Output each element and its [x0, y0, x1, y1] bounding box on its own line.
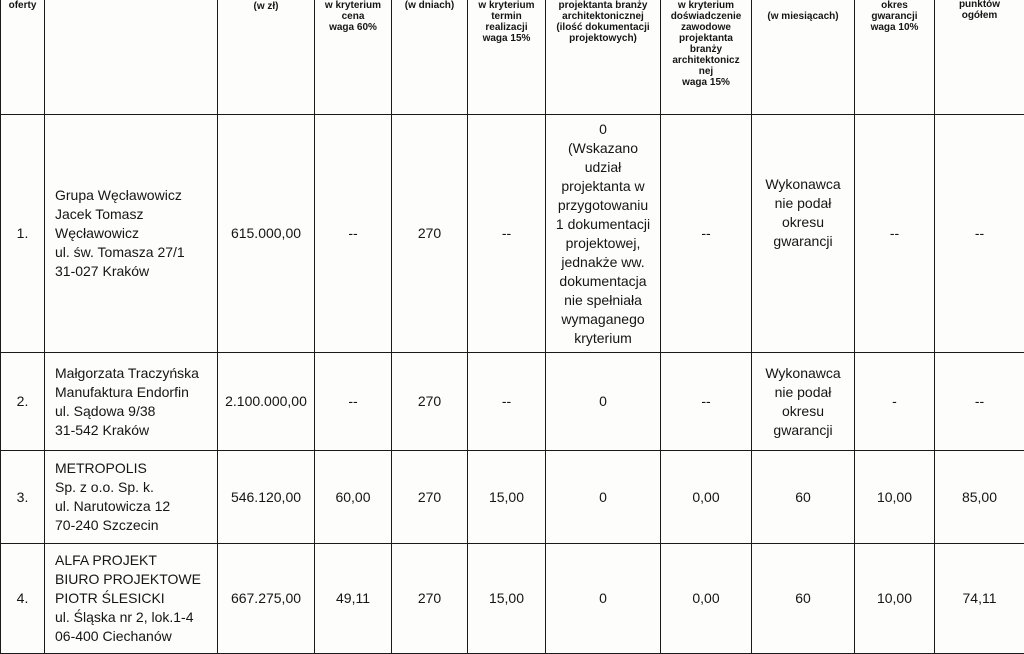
term-cell: 270 — [392, 451, 468, 544]
term-points-cell: -- — [468, 115, 546, 353]
warranty-points-cell: 10,00 — [855, 544, 935, 654]
warranty-points-cell: 10,00 — [855, 451, 935, 544]
table-row — [1, 115, 1024, 353]
term-points-cell: 15,00 — [468, 451, 546, 544]
warranty-cell: 60 — [752, 544, 855, 654]
term-cell: 270 — [392, 353, 468, 451]
header-price: (w zł) — [218, 0, 315, 115]
table-row — [1, 451, 1024, 544]
offer-number: 4. — [1, 544, 45, 654]
experience-points-cell: -- — [661, 115, 752, 353]
header-total-points: punktów ogółem — [935, 0, 1024, 115]
experience-cell: 0 — [546, 353, 661, 451]
table-row — [1, 544, 1024, 654]
experience-cell: 0 — [546, 451, 661, 544]
warranty-points-cell: -- — [855, 115, 935, 353]
experience-points-cell: -- — [661, 353, 752, 451]
price-cell: 615.000,00 — [218, 115, 315, 353]
term-cell: 270 — [392, 115, 468, 353]
total-points-cell: 85,00 — [935, 451, 1024, 544]
price-points-cell: -- — [315, 115, 392, 353]
header-term: (w dniach) — [392, 0, 468, 115]
header-experience: projektanta branży architektonicznej (ilość dokumentacji projektowych) — [546, 0, 661, 115]
experience-points-cell: 0,00 — [661, 451, 752, 544]
price-cell: 546.120,00 — [218, 451, 315, 544]
experience-points-cell: 0,00 — [661, 544, 752, 654]
price-points-cell: 60,00 — [315, 451, 392, 544]
contractor-cell: METROPOLIS Sp. z o.o. Sp. k. ul. Narutowicza 12 70-240 Szczecin — [45, 451, 218, 544]
warranty-cell: Wykonawca nie podał okresu gwarancji — [752, 353, 855, 451]
header-warranty: (w miesiącach) — [752, 0, 855, 115]
offer-number: 3. — [1, 451, 45, 544]
contractor-cell: Grupa Węcławowicz Jacek Tomasz Węcławowicz ul. św. Tomasza 27/1 31-027 Kraków — [45, 115, 218, 353]
header-warranty-points: okres gwarancji waga 10% — [855, 0, 935, 115]
warranty-cell: Wykonawca nie podał okresu gwarancji — [752, 115, 855, 353]
term-cell: 270 — [392, 544, 468, 654]
price-points-cell: 49,11 — [315, 544, 392, 654]
warranty-points-cell: - — [855, 353, 935, 451]
offer-number: 2. — [1, 353, 45, 451]
header-offer-no: oferty — [1, 0, 45, 115]
price-points-cell: -- — [315, 353, 392, 451]
term-points-cell: -- — [468, 353, 546, 451]
total-points-cell: -- — [935, 353, 1024, 451]
offer-number: 1. — [1, 115, 45, 353]
header-row — [1, 0, 1024, 115]
price-cell: 2.100.000,00 — [218, 353, 315, 451]
price-cell: 667.275,00 — [218, 544, 315, 654]
contractor-cell: Małgorzata Traczyńska Manufaktura Endorfin ul. Sądowa 9/38 31-542 Kraków — [45, 353, 218, 451]
experience-cell: 0 (Wskazano udział projektanta w przygotowaniu 1 dokumentacji projektowej, jednakże ww. dokumentacja nie spełniała wymaganego kryterium — [546, 115, 661, 353]
experience-cell: 0 — [546, 544, 661, 654]
total-points-cell: 74,11 — [935, 544, 1024, 654]
total-points-cell: -- — [935, 115, 1024, 353]
term-points-cell: 15,00 — [468, 544, 546, 654]
warranty-cell: 60 — [752, 451, 855, 544]
header-experience-points: w kryterium doświadczenie zawodowe projektanta branży architektonicz nej waga 15% — [661, 0, 752, 115]
table-row — [1, 353, 1024, 451]
header-term-points: w kryterium termin realizacji waga 15% — [468, 0, 546, 115]
header-contractor — [45, 0, 218, 115]
header-price-points: w kryterium cena waga 60% — [315, 0, 392, 115]
contractor-cell: ALFA PROJEKT BIURO PROJEKTOWE PIOTR ŚLESICKI ul. Śląska nr 2, lok.1-4 06-400 Ciechanów — [45, 544, 218, 654]
